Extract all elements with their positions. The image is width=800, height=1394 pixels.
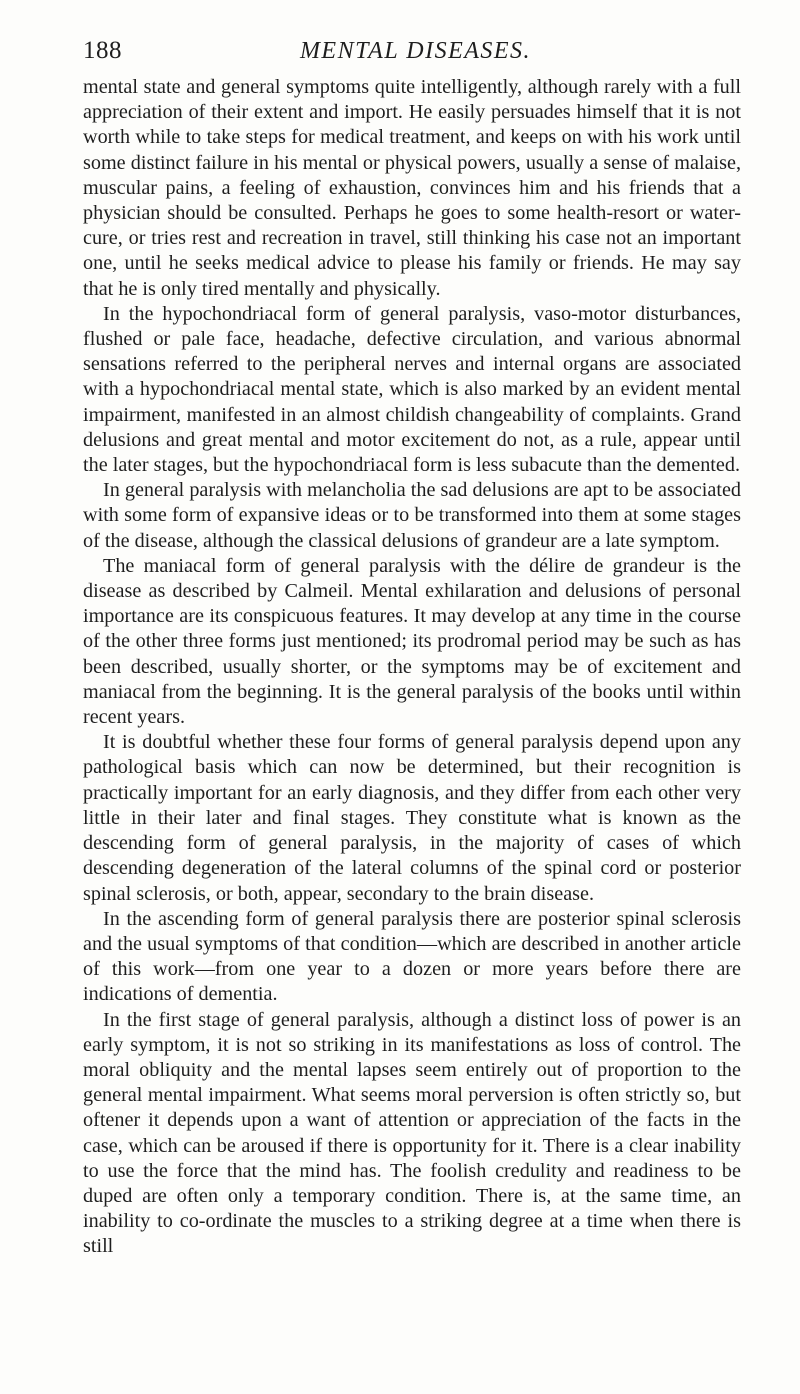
paragraph-descending-form: It is doubtful whether these four forms of general paralysis depend upon any pathological basis which can now be determined, but their recognition is practically important for an early diagnosis, and they differ from each other very little in their later and final stages. They constitute what is known as the descending form of general paralysis, in the majority of cases of which descending degeneration of the lateral columns of the spinal cord or posterior spinal sclerosis, or both, appear, secondary to the brain disease.	[83, 731, 741, 905]
running-head	[83, 34, 740, 68]
paragraph-first-stage: In the first stage of general paralysis, although a distinct loss of power is an early symptom, it is not so striking in its manifestations as loss of control. The moral obliquity and the mental lapses seem entirely out of proportion to the general mental impairment. What seems moral perversion is often strictly so, but oftener it depends upon a want of attention or appreciation of the facts in the case, which can be aroused if there is opportunity for it. There is a clear inability to use the force that the mind has. The foolish credulity and readiness to be duped are often only a temporary condition. There is, at the same time, an inability to co-ordinate the muscles to a striking degree at a time when there is still	[83, 1008, 741, 1258]
paragraph-melancholia: In general paralysis with melancholia the sad delusions are apt to be associated with some form of expansive ideas or to be transformed into them at some stages of the disease, although the classical delusions of grandeur are a late symptom.	[83, 479, 741, 552]
paragraph-hypochondriacal-form: In the hypochondriacal form of general paralysis, vaso-motor disturbances, flushed or pale face, headache, defective circulation, and various abnormal sensations referred to the peripheral nerves and internal organs are associated with a hypochondriacal mental state, which is also marked by an evident mental impairment, manifested in an almost childish changeability of complaints. Grand delusions and great mental and motor excitement do not, as a rule, appear until the later stages, but the hypochondriacal form is less subacute than the demented.	[83, 302, 741, 477]
paragraph-ascending-form: In the ascending form of general paralysis there are posterior spinal sclerosis and the usual symptoms of that condition—which are described in another article of this work—from one year to a dozen or more years before there are indications of dementia.	[83, 907, 741, 1006]
running-title: MENTAL DISEASES.	[299, 38, 532, 64]
paragraph-maniacal-form: The maniacal form of general paralysis with the délire de grandeur is the disease as described by Calmeil. Mental exhilaration and delusions of personal importance are its conspicuous features. It may develop at any time in the course of the other three forms just mentioned; its prodromal period may be such as has been described, usually shorter, or the symptoms may be of excitement and maniacal from the beginning. It is the general paralysis of the books until within recent years.	[83, 554, 741, 729]
body-text	[83, 75, 741, 1260]
paragraph-continuation: mental state and general symptoms quite intelligently, although rarely with a full appreciation of their extent and import. He easily persuades himself that it is not worth while to take steps for medical treatment, and keeps on with his work until some distinct failure in his mental or physical powers, usually a sense of malaise, muscular pains, a feeling of exhaustion, convinces him and his friends that a physician should be consulted. Perhaps he goes to some health-resort or water-cure, or tries rest and recreation in travel, still thinking his case not an important one, until he seeks medical advice to please his family or friends. He may say that he is only tired mentally and physically.	[83, 76, 741, 300]
page-number: 188	[83, 37, 122, 64]
